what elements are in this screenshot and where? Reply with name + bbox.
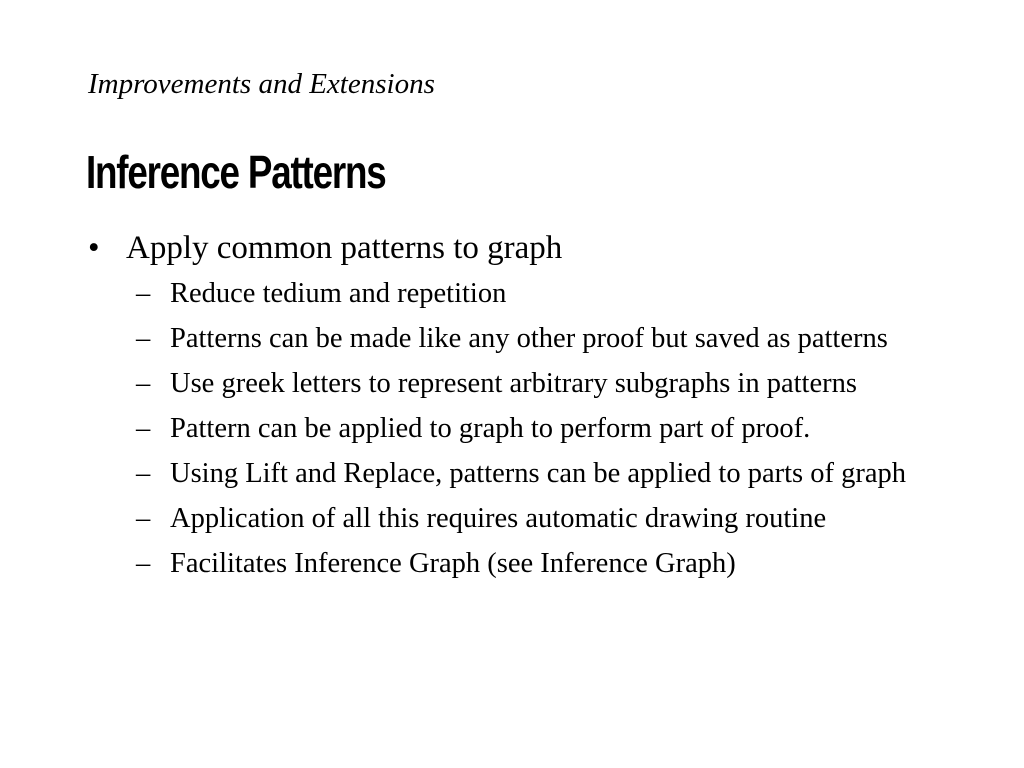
slide-content (88, 228, 968, 590)
sub-bullet-item (88, 410, 960, 447)
sub-bullet-text: Reduce tedium and repetition (170, 278, 507, 309)
dash-marker: – (136, 503, 151, 534)
sub-bullet-item (88, 275, 960, 312)
sub-bullet-item (88, 320, 960, 357)
sub-bullet-text: Facilitates Inference Graph (see Inference Graph) (170, 548, 736, 579)
slide-title: Inference Patterns (86, 146, 386, 198)
dash-marker: – (136, 278, 151, 309)
dash-marker: – (136, 458, 151, 489)
sub-bullet-text: Application of all this requires automatic drawing routine (170, 503, 827, 534)
sub-bullet-text: Pattern can be applied to graph to perform part of proof. (170, 413, 811, 444)
sub-bullet-item (88, 455, 960, 492)
dash-marker: – (136, 368, 151, 399)
sub-bullet-item (88, 365, 960, 402)
bullet-item (88, 228, 968, 268)
sub-bullet-text: Patterns can be made like any other proof but saved as patterns (170, 323, 888, 354)
sub-bullet-item (88, 545, 960, 582)
dash-marker: – (136, 413, 151, 444)
sub-bullet-list (88, 275, 968, 582)
dash-marker: – (136, 548, 151, 579)
sub-bullet-text: Using Lift and Replace, patterns can be applied to parts of graph (170, 458, 907, 489)
section-label: Improvements and Extensions (88, 68, 435, 100)
sub-bullet-text: Use greek letters to represent arbitrary subgraphs in patterns (170, 368, 857, 399)
dash-marker: – (136, 323, 151, 354)
bullet-marker: • (88, 230, 100, 266)
bullet-text: Apply common patterns to graph (126, 230, 563, 266)
sub-bullet-item (88, 500, 960, 537)
